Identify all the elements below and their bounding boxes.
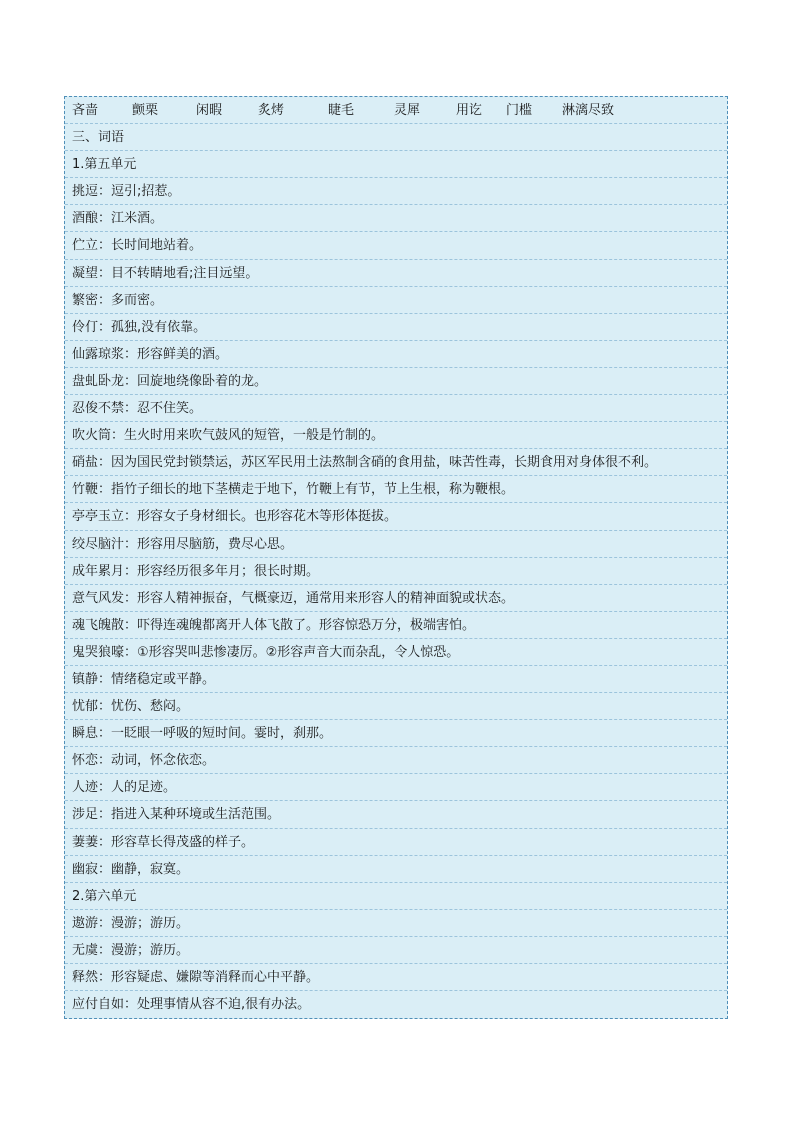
definition-line: 成年累月：形容经历很多年月；很长时期。 [65, 558, 727, 585]
definition-line: 遨游：漫游；游历。 [65, 910, 727, 937]
definition-line: 伫立：长时间地站着。 [65, 232, 727, 259]
definition-line: 涉足：指进入某种环境或生活范围。 [65, 801, 727, 828]
unit-heading: 1.第五单元 [65, 151, 727, 178]
word-item: 灵犀 [394, 103, 421, 118]
word-item: 睫毛 [328, 103, 355, 118]
definition-line: 释然：形容疑虑、嫌隙等消释而心中平静。 [65, 964, 727, 991]
definition-line: 魂飞魄散：吓得连魂魄都离开人体飞散了。形容惊恐万分，极端害怕。 [65, 612, 727, 639]
definition-line: 挑逗：逗引;招惹。 [65, 178, 727, 205]
word-item: 门槛 [506, 103, 533, 118]
definition-line: 怀恋：动词，怀念依恋。 [65, 747, 727, 774]
vocabulary-table [64, 96, 728, 1019]
definition-line: 竹鞭：指竹子细长的地下茎横走于地下，竹鞭上有节，节上生根，称为鞭根。 [65, 476, 727, 503]
definition-line: 盘虬卧龙：回旋地绕像卧着的龙。 [65, 368, 727, 395]
definition-line: 萋萋：形容草长得茂盛的样子。 [65, 829, 727, 856]
word-item: 吝啬 [72, 103, 99, 118]
word-item: 颤栗 [132, 103, 159, 118]
definition-line: 鬼哭狼嚎：①形容哭叫悲惨凄厉。②形容声音大而杂乱，令人惊恐。 [65, 639, 727, 666]
word-item: 淋漓尽致 [562, 103, 615, 118]
definition-line: 亭亭玉立：形容女子身材细长。也形容花木等形体挺拔。 [65, 503, 727, 530]
definition-line: 人迹：人的足迹。 [65, 774, 727, 801]
word-item: 用讫 [456, 103, 483, 118]
section-heading: 三、词语 [65, 124, 727, 151]
definition-line: 无虞：漫游；游历。 [65, 937, 727, 964]
definition-line: 凝望：目不转睛地看;注目远望。 [65, 260, 727, 287]
definition-line: 繁密：多而密。 [65, 287, 727, 314]
definition-line: 硝盐：因为国民党封锁禁运，苏区军民用土法熬制含硝的食用盐，味苦性毒，长期食用对身体很不利。 [65, 449, 727, 476]
definition-line: 忍俊不禁：忍不住笑。 [65, 395, 727, 422]
definition-line: 幽寂：幽静，寂寞。 [65, 856, 727, 883]
definition-line: 忧郁：忧伤、愁闷。 [65, 693, 727, 720]
definition-line: 应付自如：处理事情从容不迫,很有办法。 [72, 997, 311, 1013]
definition-line: 意气风发：形容人精神振奋，气概豪迈，通常用来形容人的精神面貌或状态。 [65, 585, 727, 612]
unit-heading: 2.第六单元 [65, 883, 727, 910]
words-row [65, 97, 727, 124]
word-item: 闲暇 [196, 103, 223, 118]
definition-line: 酒酿：江米酒。 [65, 205, 727, 232]
definition-line: 镇静：情绪稳定或平静。 [65, 666, 727, 693]
definition-line: 伶仃：孤独,没有依靠。 [65, 314, 727, 341]
definition-line: 瞬息：一眨眼一呼吸的短时间。霎时，刹那。 [65, 720, 727, 747]
word-item: 炙烤 [258, 103, 285, 118]
definition-line: 吹火筒：生火时用来吹气鼓风的短管，一般是竹制的。 [65, 422, 727, 449]
definition-line: 仙露琼浆：形容鲜美的酒。 [65, 341, 727, 368]
definition-line: 绞尽脑汁：形容用尽脑筋，费尽心思。 [65, 531, 727, 558]
